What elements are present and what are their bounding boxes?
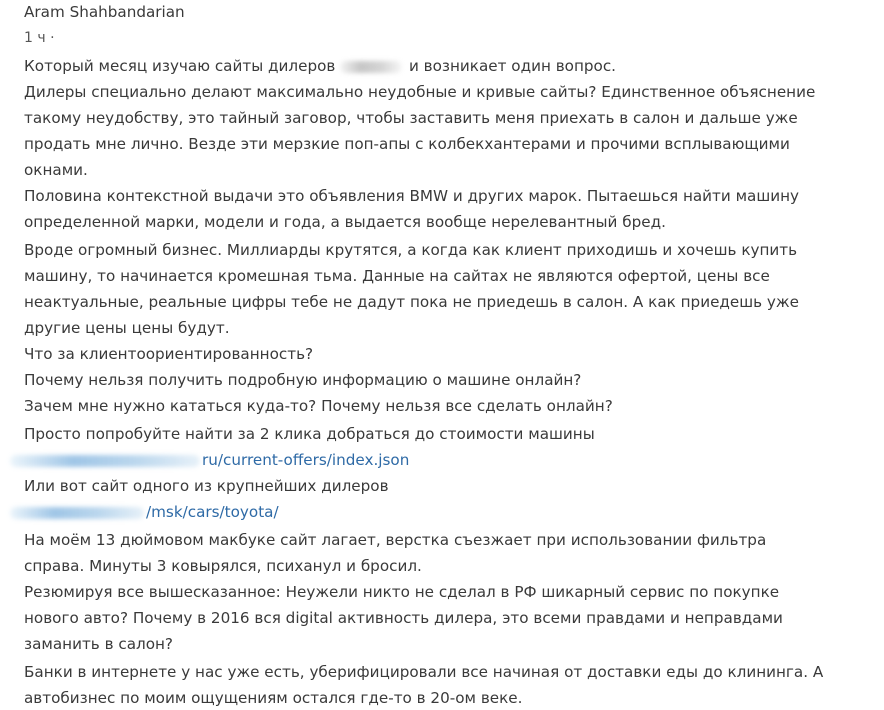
post-line-6: Половина контекстной выдачи это объявления BMW и других марок. Пытаешься найти машину bbox=[24, 187, 800, 205]
post-line-10: неактуальные, реальные цифры тебе не дадут пока не приедешь в салон. А как приедешь уже bbox=[24, 293, 799, 311]
post-link-2-text: /msk/cars/toyota/ bbox=[146, 503, 279, 521]
post-line-1-before: Который месяц изучаю сайты дилеров bbox=[24, 57, 336, 75]
redacted-dealer-name bbox=[340, 61, 402, 73]
post-line-17: Или вот сайт одного из крупнейших дилеров bbox=[24, 477, 389, 495]
post-link-1-text: ru/current-offers/index.json bbox=[202, 451, 410, 469]
post-line-7: определенной марки, модели и года, а выдается вообще нерелевантный бред. bbox=[24, 213, 666, 231]
post-line-4: продать мне лично. Везде эти мерзкие поп-апы с колбекхантерами и прочими всплывающими bbox=[24, 135, 790, 153]
post-line-14: Зачем мне нужно кататься куда-то? Почему нельзя все сделать онлайн? bbox=[24, 397, 613, 415]
post-line-5: окнами. bbox=[24, 161, 88, 179]
post-line-1 bbox=[24, 56, 616, 76]
post-line-8: Вроде огромный бизнес. Миллиарды крутятся, а когда как клиент приходишь и хочешь купить bbox=[24, 241, 798, 259]
post-line-11: другие цены цены будут. bbox=[24, 319, 230, 337]
post-line-22: нового авто? Почему в 2016 вся digital активность дилера, это всеми правдами и неправдами bbox=[24, 609, 783, 627]
post-line-24: Банки в интернете у нас уже есть, уберифицировали все начиная от доставки еды до клининга. А bbox=[24, 663, 824, 681]
post-link-2[interactable] bbox=[10, 502, 279, 522]
post-line-13: Почему нельзя получить подробную информацию о машине онлайн? bbox=[24, 371, 582, 389]
redacted-link-domain bbox=[10, 507, 144, 519]
post-line-19: На моём 13 дюймовом макбуке сайт лагает, верстка съезжает при использовании фильтра bbox=[24, 531, 767, 549]
post-line-15: Просто попробуйте найти за 2 клика добраться до стоимости машины bbox=[24, 425, 595, 443]
post-link-1[interactable] bbox=[10, 450, 409, 470]
post-line-9: машину, то начинается кромешная тьма. Данные на сайтах не являются офертой, цены все bbox=[24, 267, 770, 285]
post-line-23: заманить в салон? bbox=[24, 635, 173, 653]
post-line-2: Дилеры специально делают максимально неудобные и кривые сайты? Единственное объяснение bbox=[24, 83, 816, 101]
post-line-1-after: и возникает один вопрос. bbox=[408, 57, 617, 75]
post-timestamp[interactable]: 1 ч · bbox=[24, 30, 55, 46]
post-line-20: справа. Минуты 3 ковырялся, психанул и бросил. bbox=[24, 557, 422, 575]
post-line-12: Что за клиентоориентированность? bbox=[24, 345, 314, 363]
post-line-25: автобизнес по моим ощущениям остался где-то в 20-ом веке. bbox=[24, 689, 523, 707]
redacted-link-domain bbox=[10, 455, 200, 467]
post-author[interactable]: Aram Shahbandarian bbox=[24, 3, 185, 21]
post-line-21: Резюмируя все вышесказанное: Неужели никто не сделал в РФ шикарный сервис по покупке bbox=[24, 583, 780, 601]
post-line-3: такому неудобству, это тайный заговор, чтобы заставить меня приехать в салон и дальше уже bbox=[24, 109, 798, 127]
